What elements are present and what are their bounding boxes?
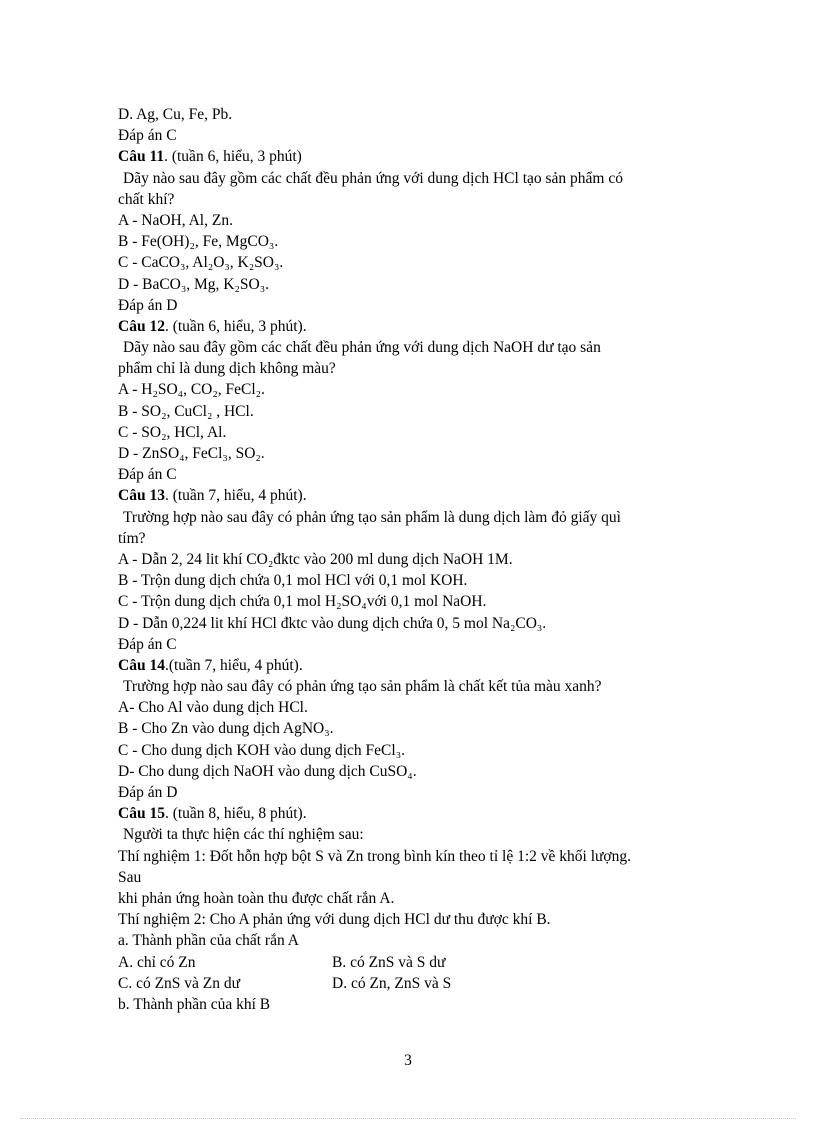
question-meta: . (tuần 7, hiểu, 4 phút). [164,487,307,505]
question-meta: . (tuần 6, hiểu, 3 phút) [164,148,302,166]
page-bottom-rule [20,1118,796,1119]
question-meta: .(tuần 7, hiểu, 4 phút). [164,656,303,674]
question-meta: . (tuần 8, hiểu, 8 phút). [164,805,307,823]
option-text: C - Cho dung dịch KOH vào dung dịch FeCl₃. [118,741,405,759]
answer-text: Đáp án C [118,635,177,653]
option-text: B - Cho Zn vào dung dịch AgNO₃. [118,720,334,738]
option-text: B - Fe(OH)₂, Fe, MgCO₃. [118,233,279,251]
option-text: B - SO₂, CuCl₂ , HCl. [118,402,254,420]
option-text: D - ZnSO₄, FeCl₃, SO₂. [118,445,265,462]
question-text: tím? [118,529,146,547]
option-text: C - CaCO₃, Al₂O₃, K₂SO₃. [118,254,284,272]
option-row [118,952,718,973]
option-text: D- Cho dung dịch NaOH vào dung dịch CuSO₄. [118,762,417,780]
option-text: A - NaOH, Al, Zn. [118,211,233,229]
question-text: Trường hợp nào sau đây có phản ứng tạo sản phẩm là chất kết tủa màu xanh? [123,678,602,696]
question-text: chất khí? [118,190,175,208]
option-row [118,973,718,994]
option-text: D - BaCO₃, Mg, K₂SO₃. [118,275,269,293]
question-heading [118,146,718,167]
question-heading [118,803,718,824]
answer-text: Đáp án D [118,296,178,314]
option-text: C - Trộn dung dịch chứa 0,1 mol H₂SO₄với 0,1 mol NaOH. [118,593,487,611]
question-text: Thí nghiệm 2: Cho A phản ứng với dung dịch HCl dư thu được khí B. [118,911,551,929]
option-text: A. chỉ có Zn [118,953,196,971]
sub-question-text: b. Thành phần của khí B [118,995,271,1013]
option-text: D - Dẫn 0,224 lit khí HCl đktc vào dung dịch chứa 0, 5 mol Na₂CO₃. [118,614,547,632]
question-label: Câu 12 [118,317,165,335]
question-text: Dãy nào sau đây gồm các chất đều phản ứng với dung dịch HCl tạo sản phẩm có [123,169,623,187]
answer-text: Đáp án D [118,784,178,801]
option-text: D. có Zn, ZnS và S [332,974,452,992]
option-text: B. có ZnS và S dư [332,953,446,971]
question-text: khi phản ứng hoàn toàn thu được chất rắn A. [118,889,395,907]
question-meta: . (tuần 6, hiểu, 3 phút). [164,317,307,335]
option-text: A - H₂SO₄, CO₂, FeCl₂. [118,381,265,399]
question-label: Câu 15 [118,805,165,823]
answer-text: Đáp án C [118,127,177,145]
question-label: Câu 14 [118,656,165,674]
option-text: A - Dẫn 2, 24 lit khí CO₂đktc vào 200 ml dung dịch NaOH 1M. [118,550,513,568]
question-text: Thí nghiệm 1: Đốt hỗn hợp bột S và Zn trong bình kín theo tỉ lệ 1:2 về khối lượng. [118,847,632,865]
sub-question-text: a. Thành phần của chất rắn A [118,932,299,950]
question-text: Trường hợp nào sau đây có phản ứng tạo sản phẩm là dung dịch làm đỏ giấy quì [123,508,621,526]
question-text: Dãy nào sau đây gồm các chất đều phản ứng với dung dịch NaOH dư tạo sản [123,339,601,357]
page-number: 3 [404,1052,412,1069]
answer-text: Đáp án C [118,466,177,484]
question-text: Người ta thực hiện các thí nghiệm sau: [123,826,364,844]
question-heading [118,485,718,506]
option-text: D. Ag, Cu, Fe, Pb. [118,106,233,123]
option-text: C. có ZnS và Zn dư [118,974,241,992]
option-text: B - Trộn dung dịch chứa 0,1 mol HCl với 0,1 mol KOH. [118,572,468,590]
question-heading [118,316,718,337]
question-label: Câu 13 [118,487,165,505]
question-label: Câu 11 [118,148,165,166]
option-text: C - SO₂, HCl, Al. [118,423,227,441]
question-text: phẩm chỉ là dung dịch không màu? [118,360,336,378]
question-heading [118,655,718,676]
document-body [118,104,718,1015]
option-text: A- Cho Al vào dung dịch HCl. [118,699,308,717]
question-text: Sau [118,868,142,886]
